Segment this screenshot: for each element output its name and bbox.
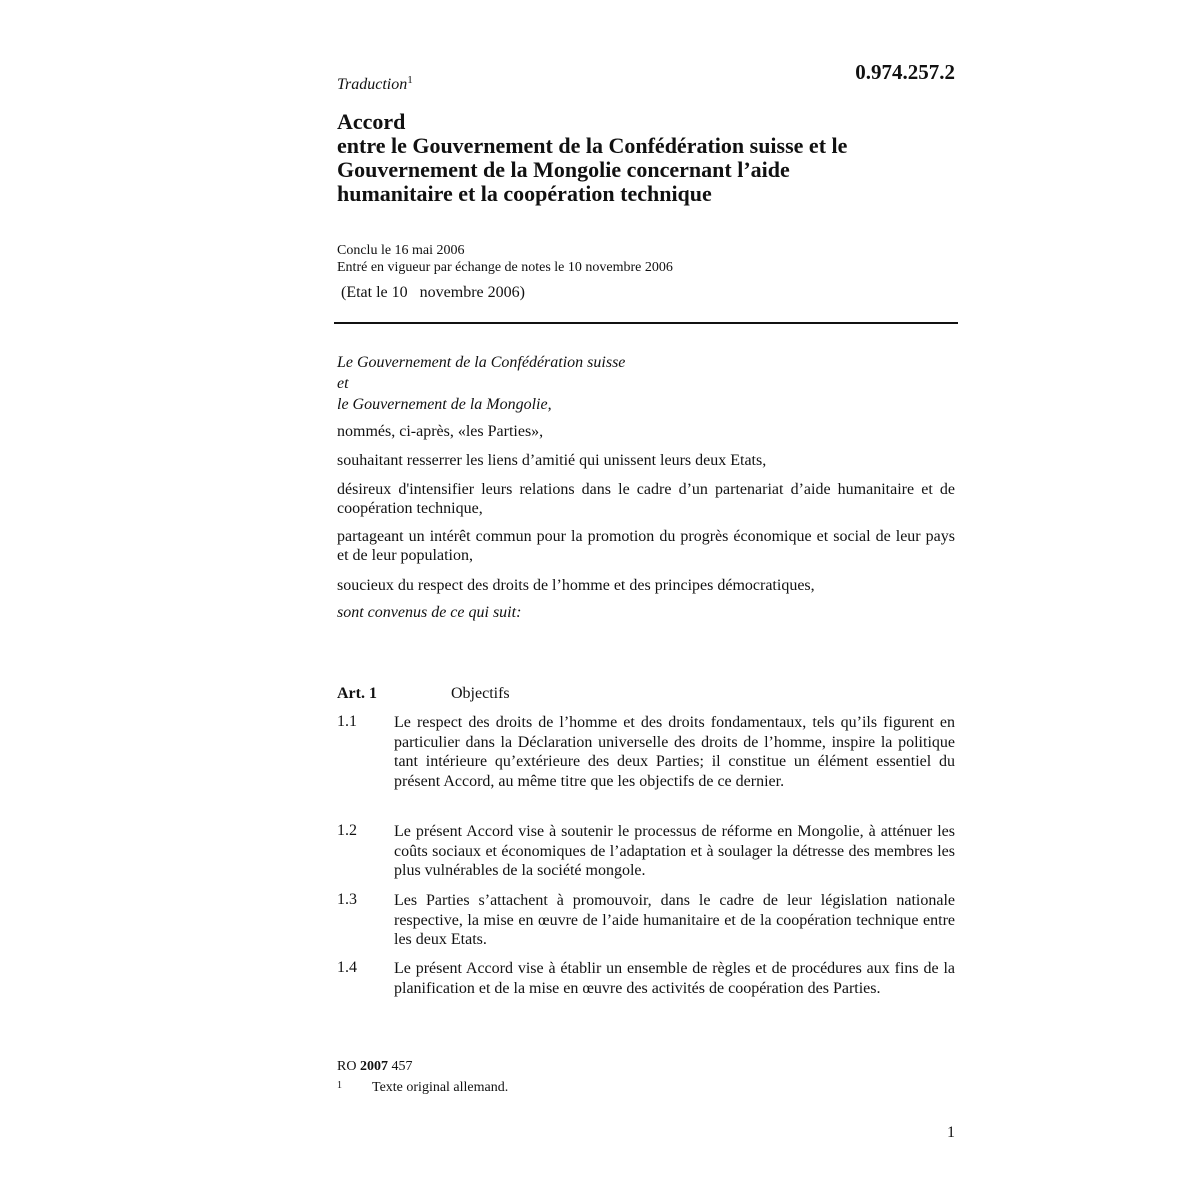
title-line-2: entre le Gouvernement de la Confédération suisse et le <box>337 133 848 158</box>
ro-year: 2007 <box>359 1059 388 1074</box>
translation-label-text: Traduction <box>337 76 408 93</box>
title-line-3: Gouvernement de la Mongolie concernant l’aide <box>337 157 790 182</box>
preamble-paragraph-3: désireux d'intensifier leurs relations dans le cadre d’un partenariat d’aide humanitaire et de coopération technique, <box>337 481 955 517</box>
clause-number: 1.2 <box>337 822 357 839</box>
preamble-paragraph-5: soucieux du respect des droits de l’homme et des principes démocratiques, <box>337 577 815 594</box>
title-line-1: Accord <box>337 109 406 134</box>
footnote-text: Texte original allemand. <box>372 1080 509 1095</box>
document-number: 0.974.257.2 <box>855 60 955 84</box>
ro-page: 457 <box>391 1059 413 1074</box>
clause-text: Le présent Accord vise à soutenir le processus de réforme en Mongolie, à atténuer les coûts sociaux et économiques de l’adaptation et à soulager la détresse des membres les plus vulnérables de la société mongole. <box>394 823 955 879</box>
preamble-paragraph-1: nommés, ci-après, «les Parties», <box>337 423 544 440</box>
title-line-4: humanitaire et la coopération technique <box>337 181 712 206</box>
concluded-date: Conclu le 16 mai 2006 <box>337 243 465 258</box>
preamble-party-1: Le Gouvernement de la Confédération suisse <box>337 354 626 371</box>
preamble-party-2: le Gouvernement de la Mongolie, <box>337 396 552 413</box>
clause-text: Les Parties s’attachent à promouvoir, dans le cadre de leur législation nationale respective, la mise en œuvre de l’aide humanitaire et de la coopération technique entre les deux Etats. <box>394 892 955 948</box>
document-title <box>337 110 957 206</box>
official-compilation-reference <box>337 1059 412 1075</box>
clause-text: Le respect des droits de l’homme et des droits fondamentaux, tels qu’ils figurent en particulier dans la Déclaration universelle des droits de l’homme, inspire la politique tant intérieure qu’extérieure des deux Parties; il constitue un élément essentiel du présent Accord, au même titre que les objectifs de ce dernier. <box>394 714 955 790</box>
preamble-paragraph-2: souhaitant resserrer les liens d’amitié qui unissent leurs deux Etats, <box>337 452 767 469</box>
clause-number: 1.4 <box>337 959 357 976</box>
clause-number: 1.1 <box>337 713 357 730</box>
footnote-reference: 1 <box>407 74 413 86</box>
preamble-and: et <box>337 375 349 392</box>
clause-number: 1.3 <box>337 891 357 908</box>
translation-label <box>337 74 413 94</box>
preamble-closing: sont convenus de ce qui suit: <box>337 604 522 621</box>
header-divider <box>334 322 958 324</box>
clause-text: Le présent Accord vise à établir un ensemble de règles et de procédures aux fins de la planification et de la mise en œuvre des activités de coopération des Parties. <box>394 960 955 997</box>
entry-into-force: Entré en vigueur par échange de notes le 10 novembre 2006 <box>337 260 673 275</box>
ro-prefix: RO <box>337 1059 357 1074</box>
footnote-mark: 1 <box>337 1080 342 1091</box>
status-date: (Etat le 10 novembre 2006) <box>337 284 525 301</box>
preamble-paragraph-4: partageant un intérêt commun pour la promotion du progrès économique et social de leur pays et de leur population, <box>337 528 955 564</box>
article-title: Objectifs <box>451 685 510 702</box>
page-number: 1 <box>947 1124 955 1141</box>
article-number: Art. 1 <box>337 685 377 702</box>
